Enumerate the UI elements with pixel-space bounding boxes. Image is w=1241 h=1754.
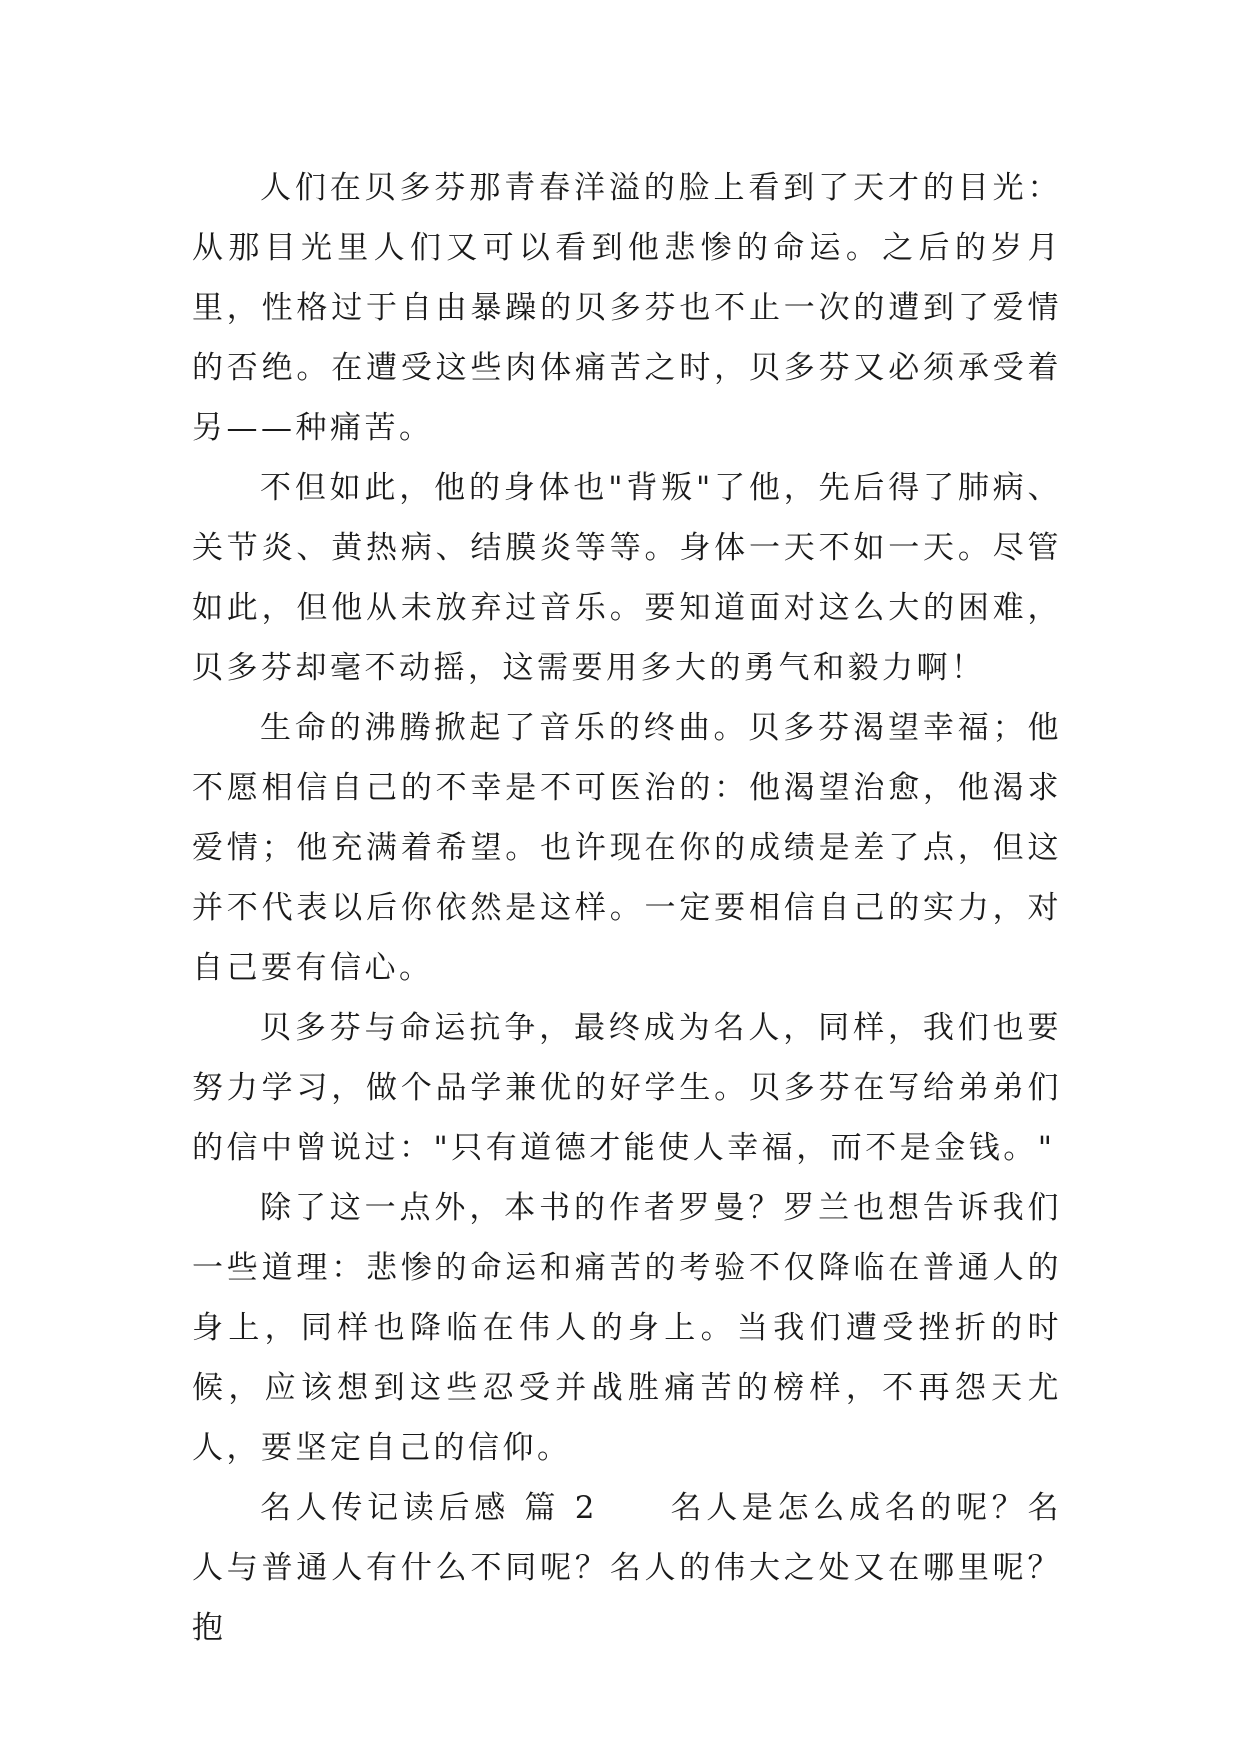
paragraph-6: 名人传记读后感 篇 2 名人是怎么成名的呢？名人与普通人有什么不同呢？名人的伟大之处又在哪里呢？抱 bbox=[192, 1490, 1062, 1646]
paragraph-5: 除了这一点外，本书的作者罗曼？罗兰也想告诉我们一些道理：悲惨的命运和痛苦的考验不仅降临在普通人的身上，同样也降临在伟人的身上。当我们遭受挫折的时候，应该想到这些忍受并战胜痛苦的榜样，不再怨天尤人，要坚定自己的信仰。 bbox=[192, 1190, 1062, 1466]
paragraph-1: 人们在贝多芬那青春洋溢的脸上看到了天才的目光：从那目光里人们又可以看到他悲惨的命运。之后的岁月里，性格过于自由暴躁的贝多芬也不止一次的遭到了爱情的否绝。在遭受这些肉体痛苦之时，贝多芬又必须承受着另——种痛苦。 bbox=[192, 170, 1062, 446]
document-body bbox=[192, 158, 1062, 1658]
paragraph-4: 贝多芬与命运抗争，最终成为名人，同样，我们也要努力学习，做个品学兼优的好学生。贝多芬在写给弟弟们的信中曾说过："只有道德才能使人幸福，而不是金钱。" bbox=[192, 1010, 1062, 1166]
paragraph-3: 生命的沸腾掀起了音乐的终曲。贝多芬渴望幸福；他不愿相信自己的不幸是不可医治的：他渴望治愈，他渴求爱情；他充满着希望。也许现在你的成绩是差了点，但这并不代表以后你依然是这样。一定要相信自己的实力，对自己要有信心。 bbox=[192, 710, 1062, 986]
paragraph-2: 不但如此，他的身体也"背叛"了他，先后得了肺病、关节炎、黄热病、结膜炎等等。身体一天不如一天。尽管如此，但他从未放弃过音乐。要知道面对这么大的困难，贝多芬却毫不动摇，这需要用多大的勇气和毅力啊！ bbox=[192, 470, 1062, 686]
